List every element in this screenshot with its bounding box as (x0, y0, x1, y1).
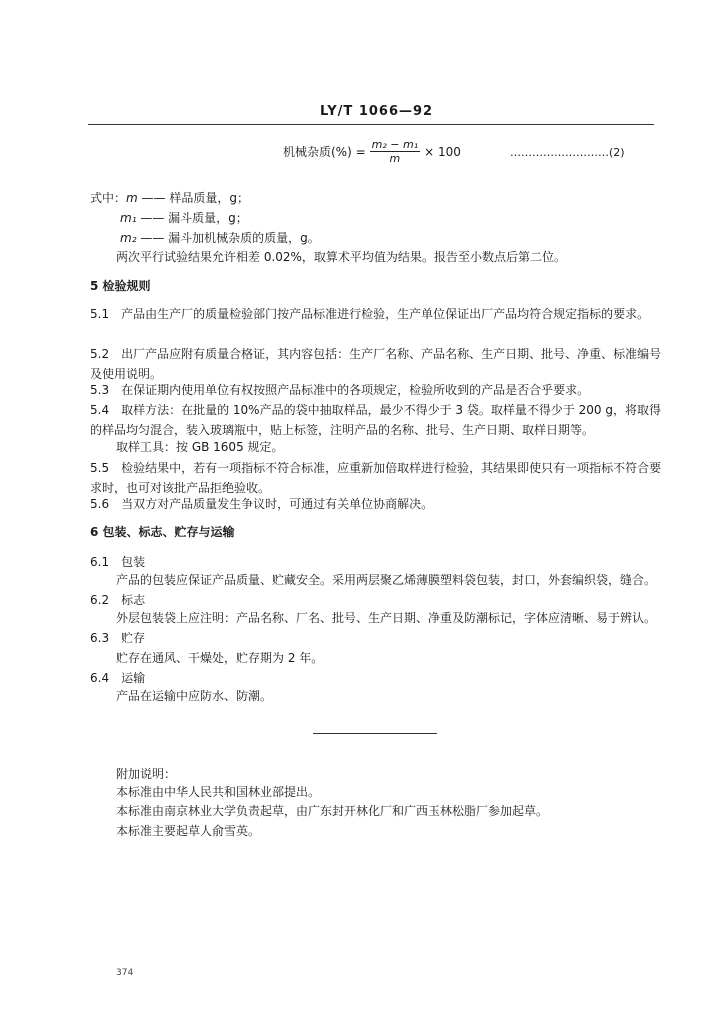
clause-6-3-text: 贮存在通风、干燥处，贮存期为 2 年。 (116, 651, 324, 665)
where-intro: 式中： (90, 191, 127, 205)
where-item (120, 210, 248, 226)
where-symbol: m₂ (120, 231, 137, 245)
header-rule (88, 124, 654, 125)
clause-5-4: 5.4 取样方法：在批量的 10%产品的袋中抽取样品，最少不得少于 3 袋。取样量不得少于 200 g，将取得的样品均匀混合，装入玻璃瓶中，贴上标签，注明产品的名称、批号、生产日期、取样日期等。 (90, 403, 661, 437)
end-divider (313, 733, 437, 734)
formula-fraction (370, 138, 420, 165)
clause-6-1-title: 6.1 包装 (90, 555, 146, 569)
notes-title: 附加说明： (116, 767, 177, 781)
page-number: 374 (116, 968, 134, 978)
formula-numerator: m₂ − m₁ (371, 138, 419, 151)
where-desc: —— 漏斗加机械杂质的质量，g。 (140, 231, 320, 245)
clause-6-2-title: 6.2 标志 (90, 593, 146, 607)
clause-6-2-text: 外层包装袋上应注明：产品名称、厂名、批号、生产日期、净重及防潮标记，字体应清晰、易于辨认。 (116, 611, 657, 625)
standard-code: LY/T 1066—92 (320, 104, 434, 119)
where-item (120, 230, 320, 246)
formula-label: 机械杂质(%) = (283, 145, 366, 159)
where-symbol: m₁ (120, 211, 137, 225)
clause-6-1-text: 产品的包装应保证产品质量、贮藏安全。采用两层聚乙烯薄膜塑料袋包装，封口，外套编织袋，缝合。 (116, 573, 657, 587)
clause-5-1: 5.1 产品由生产厂的质量检验部门按产品标准进行检验，生产单位保证出厂产品均符合规定指标的要求。 (90, 307, 650, 321)
clause-5-2: 5.2 出厂产品应附有质量合格证，其内容包括：生产厂名称、产品名称、生产日期、批号、净重、标准编号及使用说明。 (90, 347, 662, 381)
clause-6-3-title: 6.3 贮存 (90, 631, 146, 645)
notes-line: 本标准由中华人民共和国林业部提出。 (116, 785, 321, 799)
section-5-title: 5 检验规则 (90, 279, 151, 293)
clause-5-6: 5.6 当双方对产品质量发生争议时，可通过有关单位协商解决。 (90, 497, 434, 511)
formula (283, 138, 461, 165)
clause-5-5: 5.5 检验结果中，若有一项指标不符合标准，应重新加倍取样进行检验，其结果即使只有一项指标不符合要求时，也可对该批产品拒绝验收。 (90, 461, 662, 495)
clause-6-4-text: 产品在运输中应防水、防潮。 (116, 689, 273, 703)
where-symbol: m (126, 191, 138, 205)
section-6-title: 6 包装、标志、贮存与运输 (90, 525, 235, 539)
notes-line: 本标准主要起草人俞雪英。 (116, 824, 261, 838)
clause-5-4-tool: 取样工具：按 GB 1605 规定。 (116, 440, 284, 454)
where-desc: —— 样品质量，g； (141, 191, 249, 205)
formula-times: × 100 (424, 144, 461, 159)
notes-line: 本标准由南京林业大学负责起草，由广东封开林化厂和广西玉林松脂厂参加起草。 (116, 804, 549, 818)
where-item (126, 190, 249, 206)
equation-number: ………………………(2) (510, 146, 625, 159)
clause-5-3: 5.3 在保证期内使用单位有权按照产品标准中的各项规定，检验所收到的产品是否合乎要求。 (90, 383, 590, 397)
where-note: 两次平行试验结果允许相差 0.02%，取算术平均值为结果。报告至小数点后第二位。 (116, 250, 566, 264)
clause-6-4-title: 6.4 运输 (90, 671, 146, 685)
where-desc: —— 漏斗质量，g； (140, 211, 248, 225)
formula-denominator: m (389, 152, 401, 165)
